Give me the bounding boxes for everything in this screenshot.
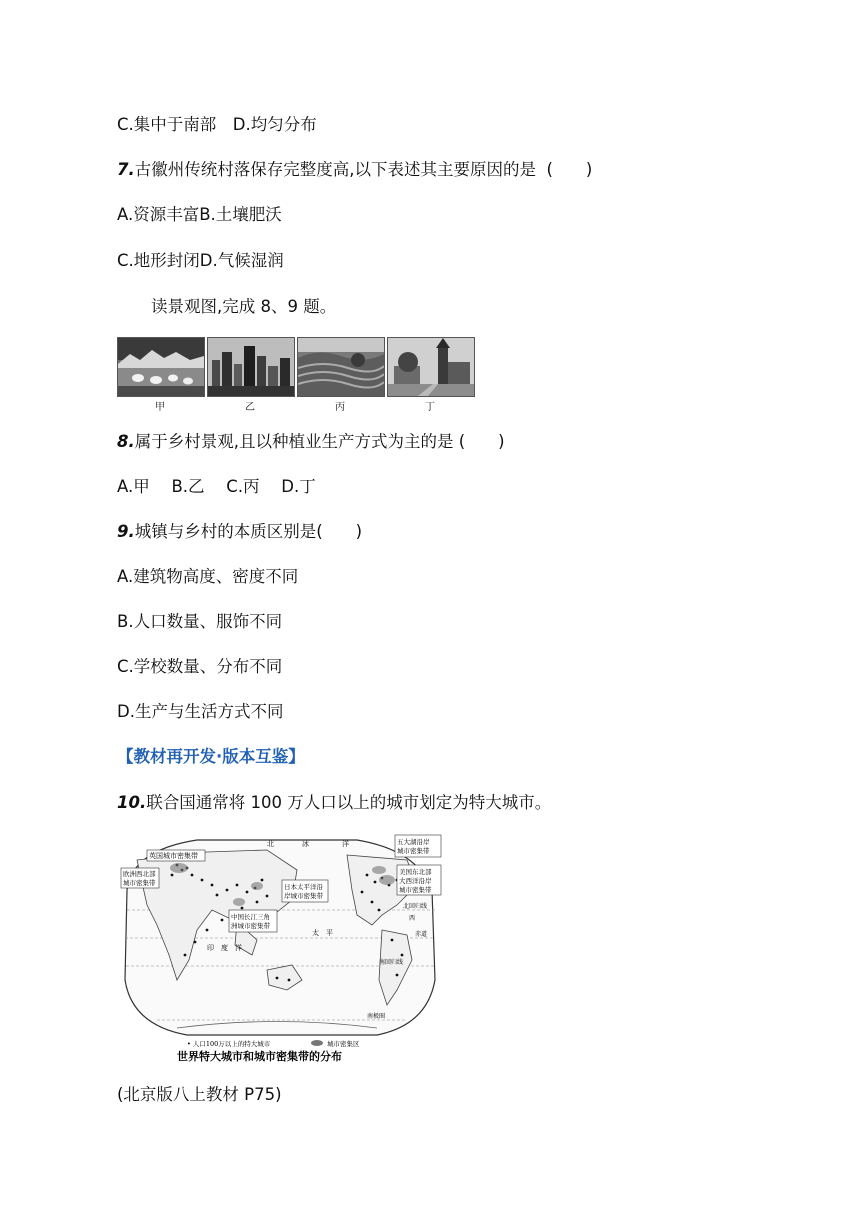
caption-jia: 甲 (155, 402, 165, 413)
photo-bing-terraces (297, 337, 385, 397)
label-us-ne: 美国东北部 (399, 868, 432, 876)
caption-bing: 丙 (335, 402, 345, 413)
section-heading: 【教材再开发·版本互鉴】 (117, 747, 305, 766)
q9-option-c: C.学校数量、分布不同 (117, 657, 283, 676)
q10-stem (117, 792, 551, 814)
landscape-photos (117, 337, 477, 413)
photo-jia-mountain-yurts (117, 337, 205, 397)
photo-ding-church-town (387, 337, 475, 397)
q9-text: 城镇与乡村的本质区别是( ) (134, 522, 363, 541)
q8-stem (117, 431, 505, 453)
q8-options: A.甲 B.乙 C.丙 D.丁 (117, 477, 316, 496)
q7-options-ab: A.资源丰富B.土壤肥沃 (117, 205, 282, 224)
label-us-ne-3: 城市密集带 (399, 886, 432, 894)
photo-yi-city-skyline (207, 337, 295, 397)
label-north: 北 (267, 840, 274, 848)
q9-number: 9. (117, 522, 135, 541)
label-china: 中国长江三角 (231, 913, 270, 921)
label-indian-ocean: 印 度 洋 (207, 944, 242, 952)
label-europe-2: 城市密集带 (123, 879, 156, 887)
q9-option-d: D.生产与生活方式不同 (117, 702, 284, 721)
map-title: 世界特大城市和城市密集带的分布 (177, 1050, 342, 1063)
label-great-lakes-2: 城市密集带 (397, 847, 430, 855)
q8-number: 8. (117, 432, 135, 451)
q10-number: 10. (117, 793, 147, 812)
label-antarctic-circle: 南极圈 (367, 1013, 386, 1020)
q7-options-cd: C.地形封闭D.气候湿润 (117, 251, 284, 270)
label-north-tropic: 北回归线 (403, 903, 428, 910)
world-megacity-map (117, 830, 447, 1070)
label-china-2: 洲城市密集带 (231, 922, 270, 930)
label-uk: 英国城市密集带 (149, 852, 198, 860)
legend-region: 城市密集区 (327, 1040, 360, 1048)
label-us-ne-2: 大西洋沿岸 (399, 877, 432, 885)
label-equator: 赤道 (415, 931, 428, 938)
label-japan-2: 岸城市密集带 (284, 892, 323, 900)
label-europe: 欧洲西北部 (123, 870, 156, 878)
legend-city: • 人口100万以上的特大城市 (187, 1040, 271, 1048)
q9-option-b: B.人口数量、服饰不同 (117, 612, 283, 631)
q9-option-a: A.建筑物高度、密度不同 (117, 567, 299, 586)
source-note: (北京版八上教材 P75) (117, 1085, 282, 1104)
label-japan: 日本太平洋沿 (284, 883, 323, 891)
label-great-lakes: 五大湖沿岸 (397, 838, 430, 846)
q9-stem (117, 521, 362, 543)
q7-text: 古徽州传统村落保存完整度高,以下表述其主要原因的是 ( ) (134, 160, 593, 179)
q10-text: 联合国通常将 100 万人口以上的城市划定为特大城市。 (146, 793, 552, 812)
caption-ding: 丁 (425, 402, 435, 413)
label-yang: 洋 (342, 840, 349, 848)
label-south-tropic: 南回归线 (379, 959, 404, 966)
q7-stem (117, 159, 592, 181)
caption-yi: 乙 (245, 402, 255, 413)
label-west: 西 (409, 915, 416, 922)
intro-q8-q9: 读景观图,完成 8、9 题。 (151, 297, 337, 316)
q8-text: 属于乡村景观,且以种植业生产方式为主的是 ( ) (134, 432, 505, 451)
q6-options-cd: C.集中于南部 D.均匀分布 (117, 115, 317, 134)
q7-number: 7. (117, 160, 135, 179)
label-pacific: 太 平 (312, 929, 333, 937)
label-bing: 冰 (302, 840, 309, 848)
